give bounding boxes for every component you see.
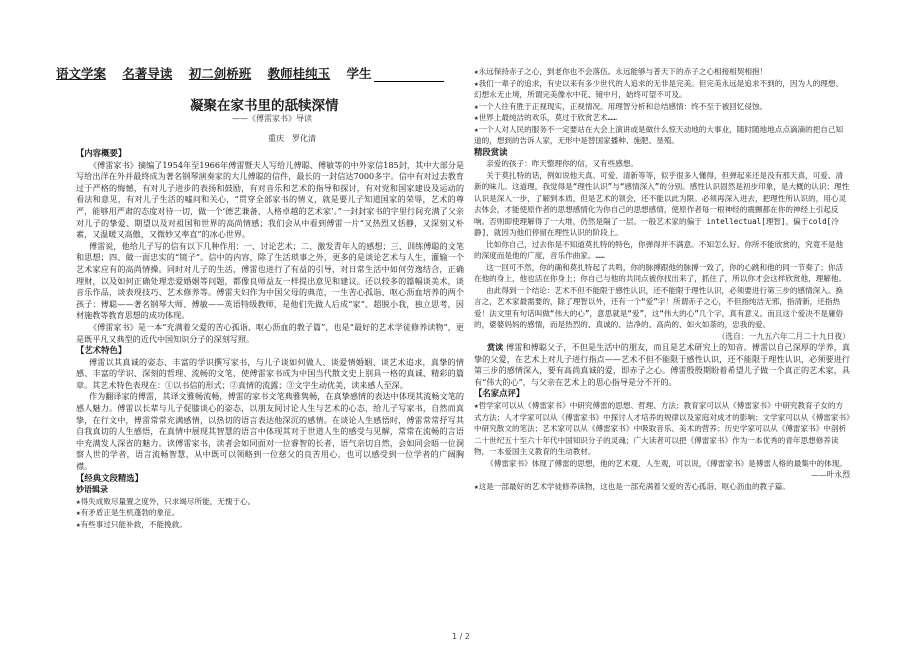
quote-line: ★有些事过只能补救，不能挽救。 bbox=[76, 519, 187, 529]
left-column bbox=[76, 148, 464, 530]
header-item-teacher: 教师桂纯玉 bbox=[267, 66, 331, 81]
passage-date: （选自：一九五六年二月二十九日夜） bbox=[717, 331, 850, 341]
appreciation-label: 赏读 bbox=[486, 342, 504, 353]
author: 重庆 罗化清 bbox=[268, 134, 316, 143]
header-line bbox=[56, 64, 456, 82]
excerpt-heading: 【经典文段精选】 bbox=[76, 472, 143, 483]
quote-line: ★永远保持赤子之心，到老你也不会落伍。永远能够与普天下的赤子之心相接相契相抱！ bbox=[474, 67, 768, 76]
right-column bbox=[474, 66, 850, 492]
page-number: 1 / 2 bbox=[452, 632, 470, 641]
quote-line: ★这是一部最好的艺术学徒修养读物，这也是一部充满着父爱的苦心孤诣、呕心沥血的教子篇。 bbox=[474, 481, 790, 491]
passage-line: 由此得到一个结论：艺术不但不能限于感性认识，还不能限于理性认识，必须要进行第三步的感情深入。换言之，艺术家最需要的，除了理智以外，还有一个“爱”字！所谓赤子之心，不但指纯洁无邪，指清新，还指热爱！法文里有句话叫做“伟大的心”，意思就是“爱”，这“伟大的心”几个字，真有意义。而且这个爱决不是庸俗的，婆婆妈妈的感情，而是热烈的、真诚的、洁净的、高尚的、如火如荼的，忠我的爱。 bbox=[474, 285, 844, 330]
appreciation-text: 傅雷和傅聪父子，不但是生活中的朋友，而且是艺术研究上的知音。傅雷以自己深厚的学养，真挚的父爱，在艺术上对儿子进行指点——艺术不但不能限于感性认识，还不能限于理性认识，必须要进行第三步的感情深入，要有高尚真诚的爱，即赤子之心。傅雷殷殷期盼着希望儿子做一个真正的艺术家，具有“伟大的心”，与父亲在艺术上的思心指导是分不开的。 bbox=[474, 342, 850, 387]
passage-line: 比如你自己，过去你是不知道莫扎特的特色，你弹得并不满意。不知怎么好。你所不能欣赏的，究竟不是他的深度而是他的广度，音乐作曲家。…… bbox=[474, 239, 844, 261]
student-blank bbox=[374, 69, 444, 82]
header-item-student: 学生 bbox=[346, 66, 372, 81]
page-subtitle: ——《傅雷家书》导读 bbox=[232, 114, 312, 123]
comment-line: 《傅雷家书》体现了傅雷的思想，他的艺术观、人生观，可以说，《傅雷家书》是傅雷人格的最集中的体现。 bbox=[486, 458, 847, 468]
art-paragraph: 傅雷以其真诚的姿态、丰富的学识撰写家书，与儿子谈如何做人、谈爱情婚姻、谈艺术追求，真挚的情感、丰富的学识、深刻的哲理、流畅的文笔，使傅雷家书成为中国当代散文史上别具一格的真诚、精彩的篇章。其艺术特色表现在：①以书信的形式；②真情的流露；③文字生动优美，读来感人至深。 bbox=[76, 356, 464, 390]
quote-line: ★得失成败尽量置之度外，只求竭尽所能，无愧于心。 bbox=[76, 496, 256, 506]
header-item-class: 初二剑桥班 bbox=[188, 66, 252, 81]
comment-line: ★哲学家可以从《傅雷家书》中研究傅雷的思想、哲理、方法；教育家可以从《傅雷家书》中研究教育子女的方式方法；人才学家可以从《傅雷家书》中探讨人才培养的规律以及家庭对成才的影响；文学家可以从《傅雷家书》中研究散文的笔法；艺术家可以从《傅雷家书》中吸取音乐、美术的营养；历史学家可以从《傅雷家书》中剖析二十世纪五十至六十年代中国知识分子的灵魂；广大读者可以把《傅雷家书》作为一本优秀的青年思想修养读物，一本爱国主义教育的生动教材。 bbox=[474, 401, 850, 457]
page-title: 凝聚在家书里的舐犊深情 bbox=[190, 98, 339, 114]
overview-heading: 【内容概要】 bbox=[76, 148, 127, 158]
passage-line: 亲爱的孩子：昨天整理你的信，又有些感想。 bbox=[486, 159, 639, 169]
passage-heading: 精段赏读 bbox=[474, 146, 508, 157]
overview-paragraph: 傅雷说，他给儿子写的信有以下几种作用：一、讨论艺术；二、激发青年人的感想；三、训练傅聪的文笔和思想；四、做一面忠实的“镜子”。信中的内容，除了生活琐事之外，更多的是谈论艺术与人生，灌输一个艺术家应有的高尚情操。同时对儿子的生活，傅雷也进行了有益的引导，对日常生活中如何劳逸结合，正确理财，以及如何正确处理恋爱婚姻等问题，都像良师益友一样提出意见和建议。还以较多的篇幅谈美术，谈音乐作品，谈表现技巧、艺术修养等。傅雷夫妇作为中国父母的典范，一生苦心孤诣、呕心沥血培养的两个孩子：傅聪——著名钢琴大师、傅敏——英语特级教师，是他们先做人后成“家”、超脱小我，独立思考，因材施教等教育思想的成功体现。 bbox=[76, 240, 464, 321]
header-item-topic: 名著导读 bbox=[122, 66, 173, 81]
quote-line: ★一个人往有胜于正视现实，正视情况。用理智分析和总结感情：终不至于被回忆侵蚀。 bbox=[474, 101, 768, 111]
overview-paragraph: 《傅雷家书》摘编了1954年至1966年傅雷暨夫人写给儿傅聪、傅敏等的中外家信185封，其中大部分是写给出洋在外并最终成为著名钢琴演奏家的大儿傅聪的信件，最长的一封信达7000多字。信中有对过去教育过于严格的悔憾，有对儿子进步的表扬和鼓励，有对音乐和艺术的指导和探讨，有对党和国家建设及运动的看法和意见，有对儿子生活的嘘问和关心，“贯穿全部家书的情义，就是要儿子知道国家的荣辱，艺术的尊严，能够用严肃的态度对待一切，做一个‘德艺兼备、人格卓越的艺术家’。”一封封家书的字里行间充满了父亲对儿子的挚爱、期望以及对祖国和世界的高尚情感；我们会从中看到傅雷一片“又热烈又恬静，又深刻又朴素，又温暖又高傲，又微妙又率直”的冰心世界。 bbox=[76, 159, 464, 240]
quote-line: ★我们一辈子的追求，有史以来有多少世代的人追求的无非是完美。但完美永远是追求不到的，因为人的理想、幻想永无止境，所谓完美像水中花、镜中月，始终可望不可及。 bbox=[474, 78, 844, 99]
quote-line: ★世界上最纯洁的欢乐，莫过于欣赏艺术…… bbox=[474, 113, 617, 122]
overview-paragraph: 《傅雷家书》是一本“充满着父爱的苦心孤诣、呕心沥血的教子篇”，也是“最好的艺术学徒修养读物”，更是既平凡又典型的近代中国知识分子的深刻写照。 bbox=[76, 321, 464, 344]
quote-line: ★一个人对人民的服务不一定要站在大会上演讲或是做什么惊天动地的大事业，随时随地地点点滴滴的把自己知道的，想到的告诉人家，无形中是替国家播种、施肥、垦殖。 bbox=[474, 124, 844, 145]
excerpt-subheading: 妙语辑录 bbox=[76, 485, 108, 495]
comment-signature: ——叶永烈 bbox=[811, 470, 850, 480]
comment-heading: 【名家点评】 bbox=[474, 388, 525, 399]
appreciation-paragraph bbox=[474, 342, 850, 388]
header-item-subject: 语文学案 bbox=[56, 66, 107, 81]
passage-line: 这一回可不然，你的确和莫扎特起了共鸣，你的脉搏跟他的脉搏一致了，你的心跳和他的同一节奏了；你活在他的身上，他也活在你身上；你自己与他的共同点被你找出来了，抓住了，所以你才会这样欣赏他，理解他。 bbox=[474, 262, 847, 284]
quote-line: ★有矛盾正是生机蓬勃的象征。 bbox=[76, 508, 180, 518]
art-paragraph: 作为翻译家的傅雷，其译文雅畅流畅，傅雷的家书文笔典雅隽畅，在真挚感情的表达中体现其流畅文笔的感人魅力。傅雷以长辈与儿子促膝谈心的姿态，以朋友间讨论人生与艺术的心态，给儿子写家书，自然而真挚，在行文中，傅雷常常充满感情，以热切的语言表达他深沉的感情。在谈论人生感悟时，傅雷常常抒写其自我真切的人生感悟，在真情中展现其智慧的语言中体现其对于世道人生的感受与见解，常常在流畅的言语中充满发人深省的魅力。读傅雷家书，读者会如同面对一位睿智的长者，语气亲切自然，会如同会晤一位洞察人世的学者，语言流畅智慧，从中既可以领略到一位慈父的良苦用心，也可以感受到一位学者的广阔胸襟。 bbox=[76, 391, 464, 472]
passage-line: 关于莫扎特的话，例如说他天真、可爱、清新等等，似乎很多人懂得，但弹起来还是没有那天真，可爱、清新的味儿。这道理，我觉得是“理性认识”与“感情深入”的分别。感性认识固然是初步印象，是大概的认识；理性认识是深入一步，了解到本质，但是艺术的领会，还不能以此为限。必须再深入进去，把理性所认识的，用心灵去体会，才能使原作者的思想感情化为你自己的思想感情，使原作者每一根神经的震颤都在你的神经上引起反响。否则即使理解得了一大堆，仍然是隔了一层。一般艺术家的偏于 intellectual[理智]，偏于cold[冷静]，就因为他们停留在理性认识的阶段上。 bbox=[474, 170, 850, 238]
art-heading: 【艺术特色】 bbox=[76, 345, 127, 356]
